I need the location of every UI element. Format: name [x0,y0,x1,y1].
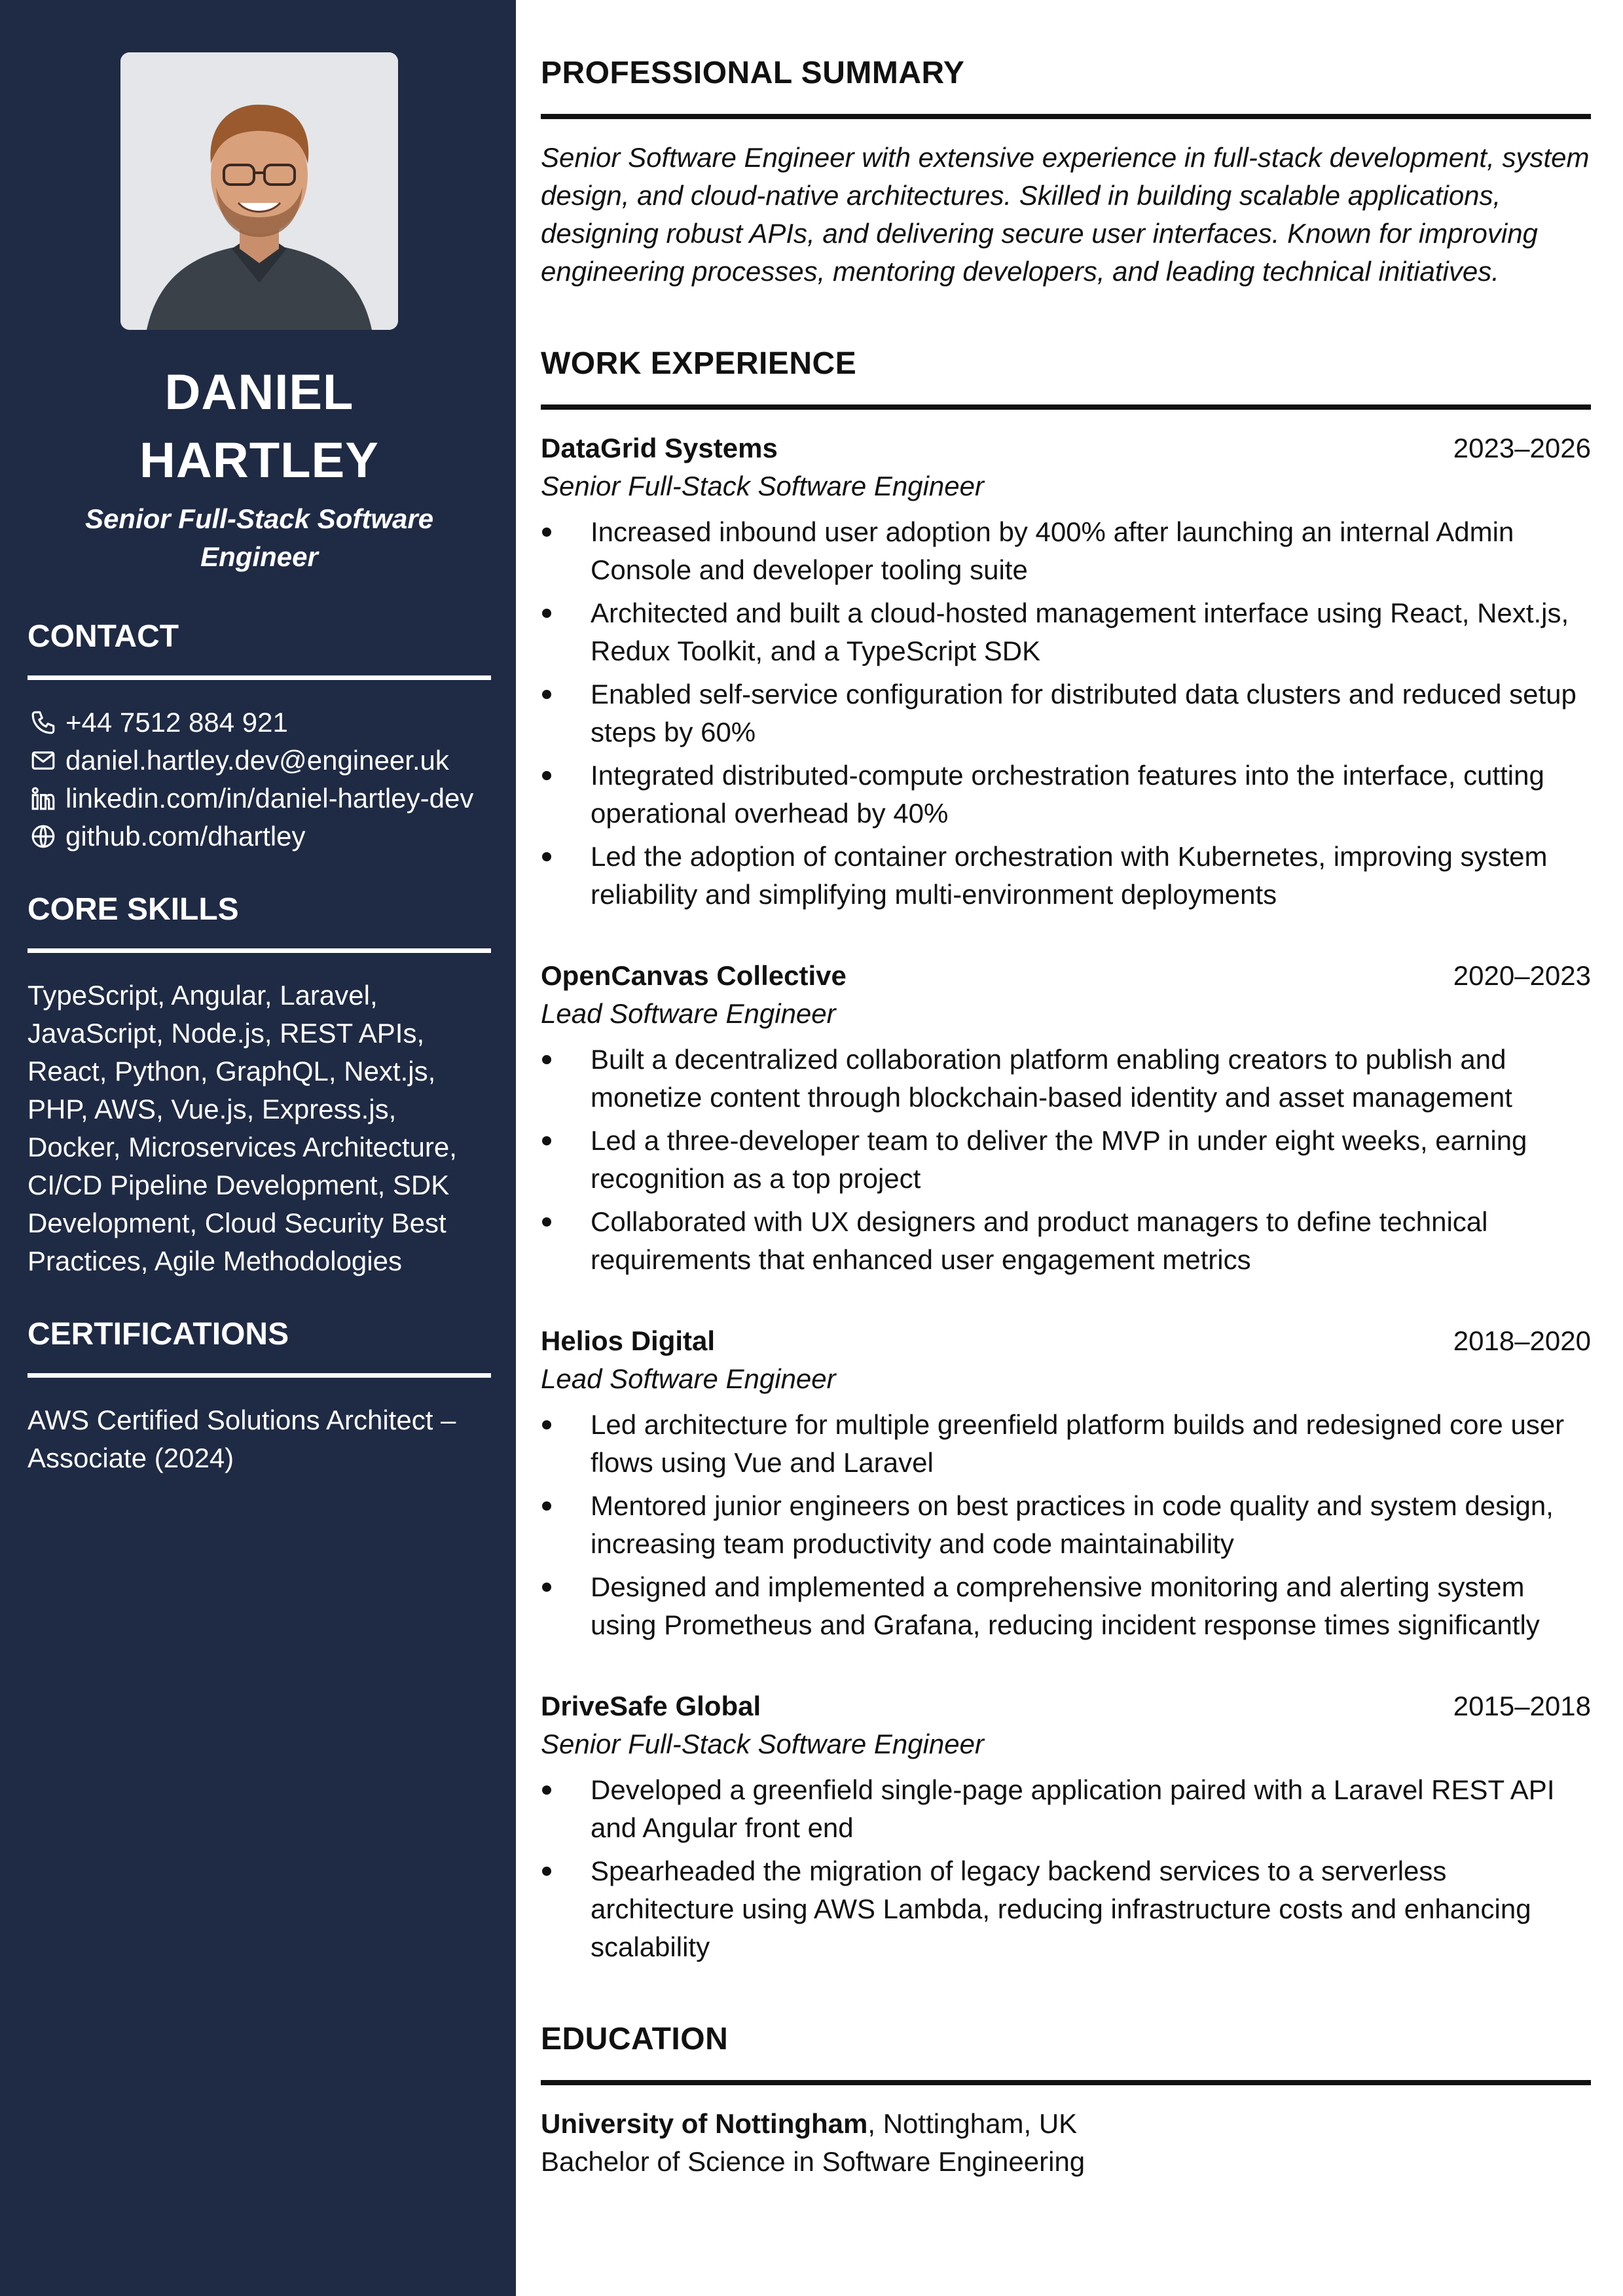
certifications-heading: CERTIFICATIONS [27,1314,491,1378]
job-bullet: Increased inbound user adoption by 400% after launching an internal Admin Console and developer tooling suite [541,513,1591,589]
summary-text: Senior Software Engineer with extensive experience in full-stack development, system design, and cloud-native architectures. Skilled in building scalable applications, designing robust APIs, and delivering secure user interfaces. Known for improving engineering processes, mentoring developers, and leading technical initiatives. [541,142,1590,287]
contact-heading: CONTACT [27,617,491,680]
job-bullets [541,1771,1591,1966]
job-bullet: Designed and implemented a comprehensive monitoring and alerting system using Prometheus and Grafana, reducing incident response times significantly [541,1568,1591,1644]
job-bullet: Architected and built a cloud-hosted management interface using React, Next.js, Redux Toolkit, and a TypeScript SDK [541,594,1591,670]
job-bullet: Collaborated with UX designers and product managers to define technical requirements that enhanced user engagement metrics [541,1203,1591,1279]
contact-phone [27,704,491,742]
job-company: DataGrid Systems [541,433,778,463]
linkedin-icon [27,783,59,814]
summary-section [541,52,1591,291]
job-dates: 2023–2026 [1453,433,1591,463]
person-portrait-icon [120,52,398,330]
education-heading: EDUCATION [541,2018,1591,2085]
name-first: DANIEL [164,365,354,420]
skills-section [27,889,491,1280]
phone-number[interactable]: +44 7512 884 921 [65,707,288,738]
sidebar [0,0,516,2296]
job-role: Senior Full-Stack Software Engineer [541,471,984,501]
job-bullet: Enabled self-service configuration for distributed data clusters and reduced setup steps by 60% [541,675,1591,751]
job-bullet: Spearheaded the migration of legacy backend services to a serverless architecture using AWS Lambda, reducing infrastructure costs and enhancing scalability [541,1852,1591,1966]
contact-github [27,817,491,855]
job-dates: 2018–2020 [1453,1325,1591,1356]
job-company: OpenCanvas Collective [541,960,847,991]
globe-icon [27,821,59,852]
skills-heading: CORE SKILLS [27,889,491,953]
contact-section [27,617,491,855]
contact-linkedin [27,780,491,817]
email-link[interactable]: daniel.hartley.dev@engineer.uk [65,745,449,776]
job-bullet: Integrated distributed-compute orchestration features into the interface, cutting operational overhead by 40% [541,757,1591,833]
profile-photo [120,52,398,330]
job-role: Senior Full-Stack Software Engineer [541,1729,984,1759]
job-entry [541,429,1591,914]
certification-item: AWS Certified Solutions Architect – Associate (2024) [27,1405,456,1473]
job-bullets [541,1406,1591,1644]
job-bullet: Developed a greenfield single-page application paired with a Laravel REST API and Angular front end [541,1771,1591,1847]
job-bullet: Led architecture for multiple greenfield platform builds and redesigned core user flows using Vue and Laravel [541,1406,1591,1482]
job-bullet: Led a three-developer team to deliver the MVP in under eight weeks, earning recognition as a top project [541,1122,1591,1198]
job-entry [541,957,1591,1279]
job-dates: 2015–2018 [1453,1691,1591,1721]
experience-section [541,343,1591,1966]
job-bullet: Built a decentralized collaboration platform enabling creators to publish and monetize content through blockchain-based identity and asset management [541,1041,1591,1117]
education-degree: Bachelor of Science in Software Engineering [541,2146,1085,2177]
name-last: HARTLEY [139,433,379,488]
contact-email [27,742,491,780]
job-bullet: Led the adoption of container orchestration with Kubernetes, improving system reliability and simplifying multi-environment deployments [541,838,1591,914]
job-entry [541,1322,1591,1644]
job-company: DriveSafe Global [541,1691,761,1721]
job-bullets [541,1041,1591,1279]
education-location: , Nottingham, UK [867,2108,1078,2139]
certifications-section [27,1314,491,1477]
job-role: Lead Software Engineer [541,1363,836,1394]
summary-heading: PROFESSIONAL SUMMARY [541,52,1591,119]
job-title: Senior Full-Stack Software Engineer [84,503,434,572]
job-bullets [541,513,1591,914]
job-entry [541,1687,1591,1966]
job-company: Helios Digital [541,1325,716,1356]
phone-icon [27,707,59,738]
job-dates: 2020–2023 [1453,960,1591,991]
job-role: Lead Software Engineer [541,998,836,1029]
skills-list: TypeScript, Angular, Laravel, JavaScript, Node.js, REST APIs, React, Python, GraphQL, Next.js, PHP, AWS, Vue.js, Express.js, Docker, Microservices Architecture, CI/CD Pipeline Development, SDK Development, Cloud Security Best Practices, Agile Methodologies [27,980,457,1276]
education-institution-line [541,2105,1591,2143]
main-content [516,0,1623,2296]
experience-heading: WORK EXPERIENCE [541,343,1591,410]
education-section [541,2018,1591,2181]
github-link[interactable]: github.com/dhartley [65,821,306,852]
education-institution: University of Nottingham [541,2108,868,2139]
envelope-icon [27,745,59,776]
job-bullet: Mentored junior engineers on best practices in code quality and system design, increasing team productivity and code maintainability [541,1487,1591,1563]
linkedin-link[interactable]: linkedin.com/in/daniel-hartley-dev [65,783,474,814]
